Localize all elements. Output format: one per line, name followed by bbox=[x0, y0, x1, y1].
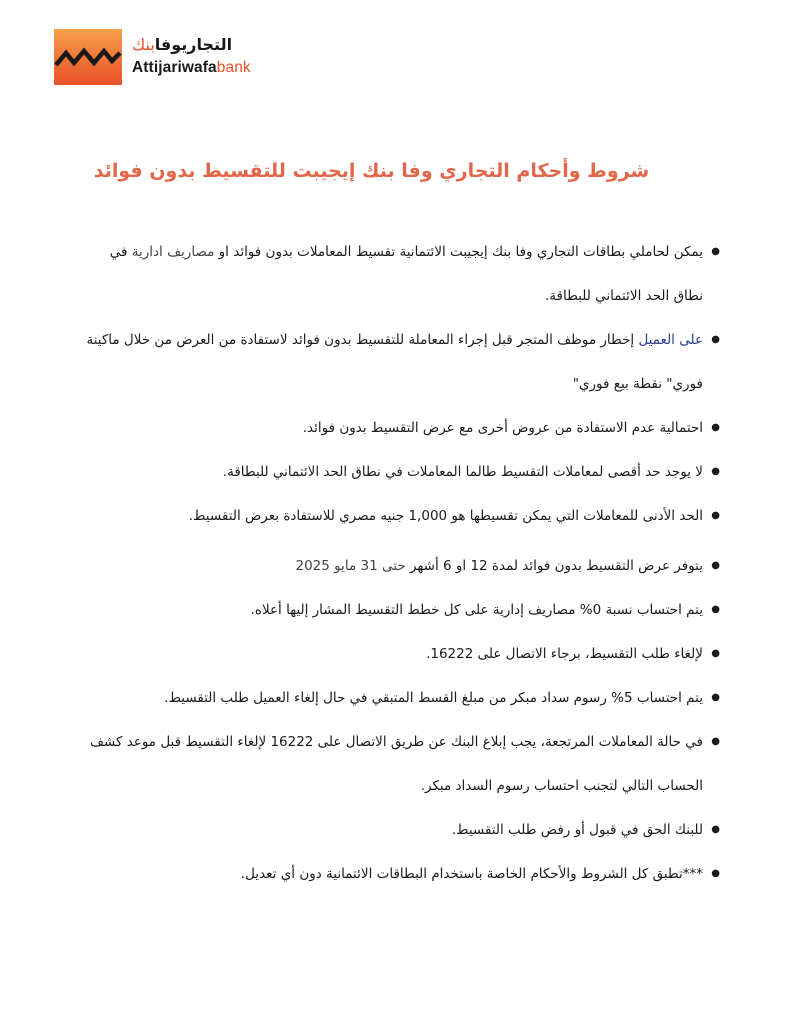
terms-list-item: ● يتوفر عرض التقسيط بدون فوائد لمدة 12 او 6 أشهر حتى 31 مايو 2025 bbox=[84, 544, 703, 588]
terms-list-item: ● ***تطبق كل الشروط والأحكام الخاصة باستخدام البطاقات الائتمانية دون أي تعديل. bbox=[84, 852, 703, 896]
logo-arabic-accent: بنك bbox=[132, 35, 155, 54]
bullet-icon: ● bbox=[711, 246, 720, 257]
attijariwafa-logo-mark-icon bbox=[54, 29, 122, 85]
terms-list-item: ● للبنك الحق في قبول أو رفض طلب التقسيط. bbox=[84, 808, 703, 852]
logo-latin-name: Attijariwafa bbox=[132, 59, 217, 76]
logo-latin-bank: bank bbox=[216, 59, 251, 76]
bullet-icon: ● bbox=[711, 736, 720, 747]
bullet-icon: ● bbox=[711, 560, 720, 571]
attijariwafa-logo bbox=[54, 29, 254, 85]
terms-list-item: ● على العميل إخطار موظف المتجر قبل إجراء المعاملة للتقسيط بدون فوائد لاستفادة من العرض من خلال ماكينة فوري" نقطة بيع فوري" bbox=[84, 318, 703, 406]
logo-arabic-main: التجاريوفا bbox=[154, 35, 233, 54]
bullet-icon: ● bbox=[711, 868, 720, 879]
bullet-icon: ● bbox=[711, 510, 720, 521]
logo-latin-text bbox=[132, 59, 251, 77]
bullet-icon: ● bbox=[711, 466, 720, 477]
terms-list-item: ● احتمالية عدم الاستفادة من عروض أخرى مع عرض التقسيط بدون فوائد. bbox=[84, 406, 703, 450]
bullet-icon: ● bbox=[711, 422, 720, 433]
bullet-icon: ● bbox=[711, 824, 720, 835]
terms-list-item: ● في حالة المعاملات المرتجعة، يجب إبلاغ البنك عن طريق الاتصال على 16222 لإلغاء التقسيط قبل موعد كشف الحساب التالي لتجنب احتساب رسوم السداد مبكر. bbox=[84, 720, 703, 808]
terms-list-item: ● لإلغاء طلب التقسيط، برجاء الاتصال على 16222. bbox=[84, 632, 703, 676]
bullet-icon: ● bbox=[711, 692, 720, 703]
terms-list-item: ● الحد الأدنى للمعاملات التي يمكن تقسيطها هو 1,000 جنيه مصري للاستفادة بعرض التقسيط. bbox=[84, 494, 703, 538]
bullet-icon: ● bbox=[711, 334, 720, 345]
bullet-icon: ● bbox=[711, 604, 720, 615]
terms-list-item: ● يتم احتساب نسبة 0% مصاريف إدارية على كل خطط التقسيط المشار إليها أعلاه. bbox=[84, 588, 703, 632]
logo-arabic-text bbox=[132, 35, 232, 54]
terms-list-item: ● لا يوجد حد أقصى لمعاملات التقسيط طالما المعاملات في نطاق الحد الائتماني للبطاقة. bbox=[84, 450, 703, 494]
terms-list-item: ● يتم احتساب 5% رسوم سداد مبكر من مبلغ القسط المتبقي في حال إلغاء العميل طلب التقسيط. bbox=[84, 676, 703, 720]
terms-list-item: ● يمكن لحاملي بطاقات التجاري وفا بنك إيجيبت الائتمانية تقسيط المعاملات بدون فوائد او مصاريف ادارية في نطاق الحد الائتماني للبطاقة. bbox=[84, 230, 703, 318]
bullet-icon: ● bbox=[711, 648, 720, 659]
document-title: شروط وأحكام التجاري وفا بنك إيجيبت للتقسيط بدون فوائد bbox=[93, 160, 650, 182]
terms-list bbox=[84, 230, 720, 896]
